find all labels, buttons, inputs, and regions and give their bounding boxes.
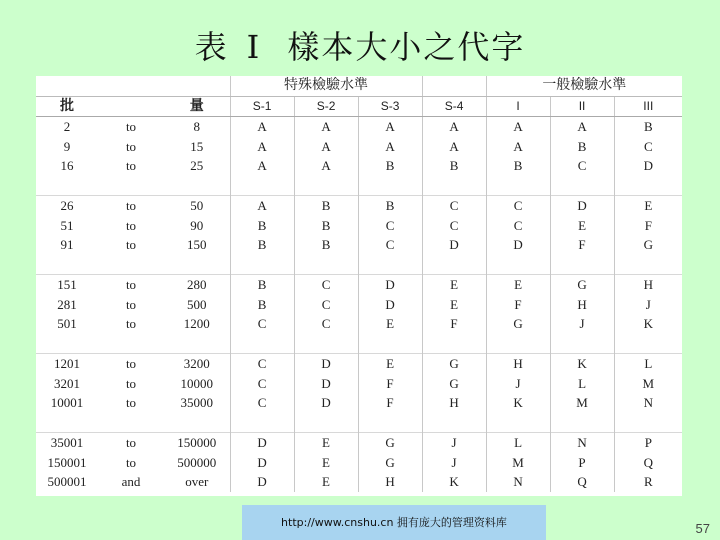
code-letter-cell: C (358, 235, 422, 255)
table-row (36, 117, 682, 137)
code-letter-cell: B (230, 275, 294, 295)
code-letter-cell: E (358, 314, 422, 334)
group-gap-row (36, 334, 682, 354)
lot-size-to: 25 (190, 158, 204, 173)
code-letter-cell: D (358, 275, 422, 295)
code-letter-cell: E (294, 453, 358, 473)
code-letter-cell: A (294, 156, 358, 176)
code-letter-cell: A (422, 137, 486, 157)
code-letter-cell: J (550, 314, 614, 334)
lot-size-separator: to (125, 454, 137, 470)
code-letter-cell: C (550, 156, 614, 176)
code-letter-cell: F (422, 314, 486, 334)
code-letter-cell: E (486, 275, 550, 295)
code-letter-cell: G (422, 354, 486, 374)
lot-size-to: 150000 (164, 433, 230, 453)
code-letter-cell: A (486, 137, 550, 157)
code-letter-cell: N (614, 393, 682, 413)
code-letter-cell: F (550, 235, 614, 255)
lot-size-to: over (185, 474, 209, 489)
lot-size-to: 90 (190, 217, 204, 233)
code-letter-cell: H (358, 472, 422, 492)
level-header: I (486, 96, 550, 117)
lot-size-separator: to (125, 119, 137, 134)
code-letter-cell: C (230, 354, 294, 374)
code-letter-cell: B (230, 235, 294, 255)
code-letter-cell: A (358, 137, 422, 157)
table-row (36, 354, 682, 374)
code-letter-cell: E (294, 472, 358, 492)
code-letter-cell: D (294, 374, 358, 394)
code-letter-cell: G (422, 374, 486, 394)
lot-size-from: 2 (63, 119, 71, 134)
lot-size-separator: to (125, 138, 137, 154)
code-letter-cell: C (230, 314, 294, 334)
code-letter-cell: D (486, 235, 550, 255)
code-letter-cell: D (230, 453, 294, 473)
code-letter-cell: H (486, 354, 550, 374)
code-letter-cell: D (230, 472, 294, 492)
lot-size-to: 150 (187, 237, 207, 252)
lot-size-from: 91 (60, 237, 74, 252)
column-header-row (36, 96, 682, 117)
level-header: S-3 (358, 96, 422, 117)
code-letter-cell: K (486, 393, 550, 413)
code-letter-cell: K (614, 314, 682, 334)
code-letter-cell: G (486, 314, 550, 334)
lot-size-from: 10001 (50, 395, 84, 410)
code-letter-cell: G (614, 235, 682, 255)
code-letter-cell: Q (550, 472, 614, 492)
special-level-header: 特殊檢驗水準 (230, 76, 422, 96)
code-letter-cell: E (422, 275, 486, 295)
table-row (36, 453, 682, 473)
lot-size-from: 9 (63, 138, 71, 154)
level-header: S-4 (422, 96, 486, 117)
lot-size-to: 3200 (164, 354, 230, 374)
code-letter-cell: M (614, 374, 682, 394)
code-letter-cell: C (230, 393, 294, 413)
code-letter-cell: B (550, 137, 614, 157)
code-letter-cell: C (230, 374, 294, 394)
code-letter-cell: B (230, 295, 294, 315)
code-letter-cell: B (358, 156, 422, 176)
code-letter-cell: H (550, 295, 614, 315)
lot-size-to: 35000 (180, 395, 214, 410)
general-level-header: 一般檢驗水準 (486, 76, 682, 96)
lot-size-separator: to (125, 296, 137, 312)
code-letter-cell: E (358, 354, 422, 374)
code-letter-cell: J (486, 374, 550, 394)
code-letter-cell: C (614, 137, 682, 157)
table-row (36, 374, 682, 394)
table-row (36, 235, 682, 255)
code-letter-cell: P (550, 453, 614, 473)
lot-size-separator: to (98, 354, 164, 374)
code-letter-cell: E (550, 216, 614, 236)
code-letter-cell: J (614, 295, 682, 315)
lot-header-right: 量 (164, 96, 230, 117)
lot-size-to: 1200 (183, 316, 210, 331)
lot-size-to: 50 (164, 196, 230, 216)
lot-size-from: 35001 (36, 433, 98, 453)
code-letter-cell: A (230, 196, 294, 216)
table-row (36, 137, 682, 157)
lot-size-separator: to (125, 158, 137, 173)
lot-size-to: 15 (190, 138, 204, 154)
footer-url-banner: http://www.cnshu.cn 拥有庞大的管理资料库 (242, 505, 546, 540)
table-row (36, 156, 682, 176)
code-letter-cell: B (294, 216, 358, 236)
code-letter-cell: D (358, 295, 422, 315)
group-header-row (36, 76, 682, 96)
lot-size-separator: to (125, 217, 137, 233)
lot-size-separator: to (125, 375, 137, 391)
lot-size-to: 8 (193, 119, 201, 134)
code-letter-cell: B (486, 156, 550, 176)
code-letter-cell: A (230, 117, 294, 137)
code-letter-cell: L (486, 433, 550, 453)
code-letter-cell: H (614, 275, 682, 295)
code-letter-cell: B (230, 216, 294, 236)
code-letter-cell: P (614, 433, 682, 453)
code-letter-cell: E (614, 196, 682, 216)
code-letter-cell: D (614, 156, 682, 176)
group-gap-row (36, 413, 682, 433)
code-letter-cell: A (230, 156, 294, 176)
lot-size-from: 150001 (47, 454, 87, 470)
code-letter-table (36, 76, 682, 492)
lot-size-to: 500000 (177, 454, 217, 470)
code-letter-cell: K (550, 354, 614, 374)
code-letter-cell: J (422, 433, 486, 453)
code-letter-cell: E (294, 433, 358, 453)
lot-size-separator: and (121, 474, 141, 489)
level-header: III (614, 96, 682, 117)
code-letter-cell: L (614, 354, 682, 374)
code-letter-cell: A (358, 117, 422, 137)
lot-size-from: 1201 (36, 354, 98, 374)
code-letter-cell: C (294, 314, 358, 334)
code-letter-cell: F (486, 295, 550, 315)
code-letter-cell: G (550, 275, 614, 295)
table-row (36, 433, 682, 453)
code-letter-cell: B (358, 196, 422, 216)
lot-size-to: 500 (187, 296, 207, 312)
code-letter-cell: A (486, 117, 550, 137)
code-letter-cell: C (294, 295, 358, 315)
code-letter-cell: D (550, 196, 614, 216)
code-letter-cell: B (294, 235, 358, 255)
level-header: S-1 (230, 96, 294, 117)
lot-size-separator: to (125, 316, 137, 331)
title-text: 樣本大小之代字 (287, 28, 526, 66)
lot-size-from: 151 (36, 275, 98, 295)
code-letter-cell: C (486, 196, 550, 216)
lot-size-separator: to (125, 237, 137, 252)
code-letter-cell: C (486, 216, 550, 236)
code-letter-cell: B (614, 117, 682, 137)
code-letter-cell: D (230, 433, 294, 453)
lot-size-separator: to (98, 275, 164, 295)
code-letter-cell: C (422, 196, 486, 216)
table-row (36, 314, 682, 334)
lot-size-from: 51 (60, 217, 74, 233)
code-letter-cell: B (294, 196, 358, 216)
table-row (36, 196, 682, 216)
code-letter-cell: L (550, 374, 614, 394)
lot-size-from: 3201 (54, 375, 80, 391)
table-row (36, 275, 682, 295)
page-number: 57 (695, 521, 710, 536)
group-gap-row (36, 255, 682, 275)
table-row (36, 393, 682, 413)
lot-size-from: 26 (36, 196, 98, 216)
lot-size-separator: to (98, 433, 164, 453)
title-prefix: 表 (194, 28, 229, 66)
lot-size-from: 16 (60, 158, 74, 173)
lot-size-separator: to (125, 395, 137, 410)
code-letter-cell: G (358, 433, 422, 453)
code-letter-cell: D (422, 235, 486, 255)
group-gap-row (36, 176, 682, 196)
code-letter-cell: A (230, 137, 294, 157)
table-row (36, 295, 682, 315)
code-letter-cell: F (358, 374, 422, 394)
lot-size-to: 280 (164, 275, 230, 295)
lot-header-left: 批 (36, 96, 98, 117)
code-letter-cell: F (614, 216, 682, 236)
code-letter-cell: A (294, 117, 358, 137)
title-number: I (246, 28, 262, 66)
code-letter-cell: F (358, 393, 422, 413)
level-header: S-2 (294, 96, 358, 117)
code-letter-cell: C (294, 275, 358, 295)
lot-size-from: 501 (57, 316, 77, 331)
code-letter-cell: B (422, 156, 486, 176)
code-letter-cell: D (294, 393, 358, 413)
lot-size-from: 281 (57, 296, 77, 312)
code-letter-cell: M (550, 393, 614, 413)
table-row (36, 472, 682, 492)
code-letter-cell: M (486, 453, 550, 473)
sample-size-code-table (36, 76, 682, 496)
code-letter-cell: A (422, 117, 486, 137)
code-letter-cell: N (486, 472, 550, 492)
lot-size-from: 500001 (47, 474, 87, 489)
code-letter-cell: E (422, 295, 486, 315)
code-letter-cell: C (422, 216, 486, 236)
code-letter-cell: A (294, 137, 358, 157)
code-letter-cell: C (358, 216, 422, 236)
lot-size-separator: to (98, 196, 164, 216)
code-letter-cell: J (422, 453, 486, 473)
table-row (36, 216, 682, 236)
code-letter-cell: D (294, 354, 358, 374)
level-header: II (550, 96, 614, 117)
lot-size-to: 10000 (180, 375, 214, 391)
code-letter-cell: H (422, 393, 486, 413)
code-letter-cell: Q (614, 453, 682, 473)
code-letter-cell: N (550, 433, 614, 453)
code-letter-cell: G (358, 453, 422, 473)
code-letter-cell: A (550, 117, 614, 137)
code-letter-cell: R (614, 472, 682, 492)
code-letter-cell: K (422, 472, 486, 492)
slide-title (0, 22, 720, 68)
